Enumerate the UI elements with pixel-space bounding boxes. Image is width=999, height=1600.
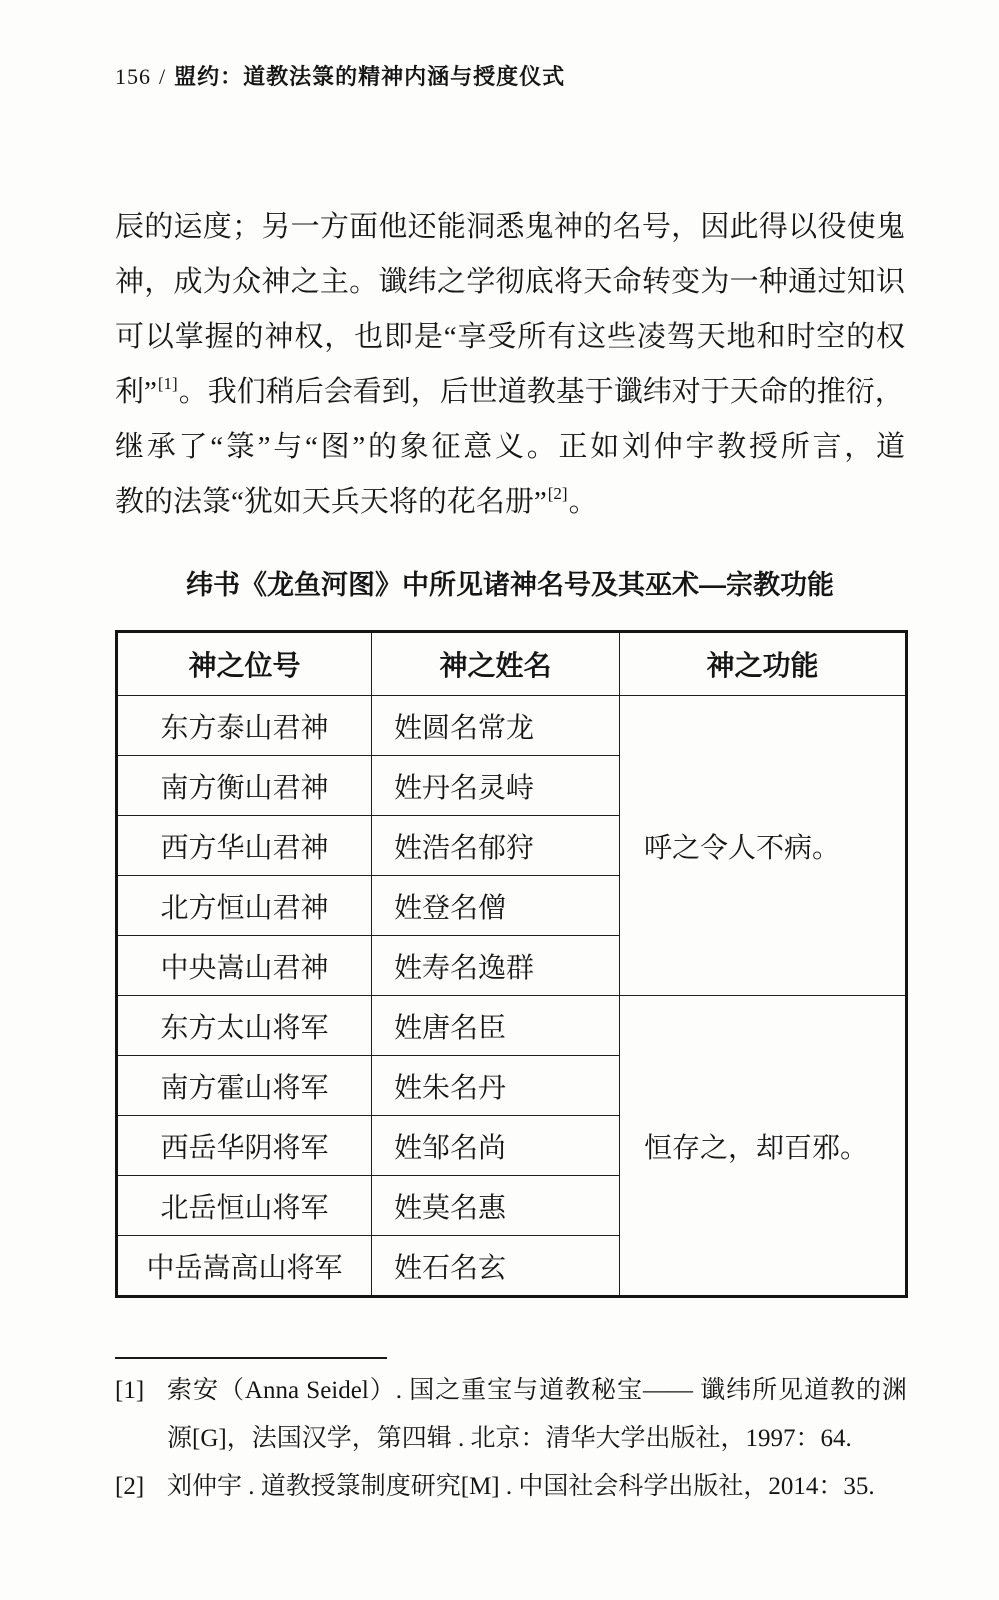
footnote-rule — [115, 1357, 387, 1359]
deity-title-cell: 南方霍山将军 — [117, 1056, 372, 1116]
deity-name-cell: 姓石名玄 — [372, 1236, 620, 1297]
footnote-text: 刘仲宇 . 道教授箓制度研究[M] . 中国社会科学出版社，2014：35. — [167, 1473, 875, 1500]
running-head-separator: / — [159, 64, 167, 89]
deity-name-cell: 姓寿名逸群 — [372, 936, 620, 996]
deity-title-cell: 东方泰山君神 — [117, 696, 372, 756]
deity-name-cell: 姓朱名丹 — [372, 1056, 620, 1116]
footnote-marker: [2] — [115, 1473, 145, 1500]
deity-name-cell: 姓邹名尚 — [372, 1116, 620, 1176]
deity-name-cell: 姓莫名惠 — [372, 1176, 620, 1236]
footnote-item — [115, 1463, 907, 1511]
body-text-segment: 教的法箓“犹如天兵天将的花名册” — [115, 486, 547, 518]
deity-table-body — [117, 696, 907, 1297]
body-paragraph — [115, 200, 905, 530]
body-text-segment: 辰的运度；另一方面他还能洞悉鬼神的名号，因此得以役使鬼 — [115, 211, 905, 243]
deity-title-cell: 中央嵩山君神 — [117, 936, 372, 996]
deity-title-cell: 南方衡山君神 — [117, 756, 372, 816]
footnote-section — [115, 1357, 907, 1511]
table-title: 纬书《龙鱼河图》中所见诸神名号及其巫术—宗教功能 — [186, 570, 834, 600]
footnote-ref: [1] — [157, 374, 178, 393]
book-title: 盟约：道教法箓的精神内涵与授度仪式 — [174, 64, 566, 89]
footnote-text: 索安（Anna Seidel）. 国之重宝与道教秘宝—— 谶纬所见道教的渊源[G]，法国汉学，第四辑 . 北京：清华大学出版社，1997：64. — [167, 1377, 907, 1452]
table-header-row — [117, 632, 907, 696]
body-text-segment: 可以掌握的神权，也即是“享受所有这些凌驾天地和时空的权 — [115, 321, 905, 353]
column-header-name: 神之姓名 — [372, 632, 620, 696]
page-number: 156 — [115, 64, 151, 89]
deity-name-cell: 姓唐名臣 — [372, 996, 620, 1056]
deity-name-cell: 姓登名僧 — [372, 876, 620, 936]
body-text-segment: 。 — [568, 486, 598, 518]
deity-table — [115, 630, 908, 1298]
footnote-ref: [2] — [547, 484, 568, 503]
body-text-segment: 利” — [115, 376, 157, 408]
table-row — [117, 696, 907, 756]
body-text-segment: 神，成为众神之主。谶纬之学彻底将天命转变为一种通过知识 — [115, 266, 905, 298]
deity-title-cell: 北岳恒山将军 — [117, 1176, 372, 1236]
body-line — [115, 365, 905, 420]
deity-name-cell: 姓圆名常龙 — [372, 696, 620, 756]
body-line — [115, 420, 905, 475]
body-text-segment: 继承了“箓”与“图”的象征意义。正如刘仲宇教授所言，道 — [115, 431, 905, 463]
deity-title-cell: 北方恒山君神 — [117, 876, 372, 936]
footnote-marker: [1] — [115, 1377, 145, 1404]
deity-name-cell: 姓丹名灵峙 — [372, 756, 620, 816]
column-header-function: 神之功能 — [620, 632, 907, 696]
body-line — [115, 475, 905, 530]
body-line — [115, 255, 905, 310]
body-line — [115, 310, 905, 365]
deity-title-cell: 西岳华阴将军 — [117, 1116, 372, 1176]
column-header-position: 神之位号 — [117, 632, 372, 696]
deity-function-cell: 呼之令人不病。 — [620, 696, 907, 996]
deity-title-cell: 中岳嵩高山将军 — [117, 1236, 372, 1297]
deity-title-cell: 东方太山将军 — [117, 996, 372, 1056]
body-text-segment: 。我们稍后会看到，后世道教基于谶纬对于天命的推衍， — [178, 376, 904, 408]
deity-function-cell: 恒存之，却百邪。 — [620, 996, 907, 1297]
deity-name-cell: 姓浩名郁狩 — [372, 816, 620, 876]
table-row — [117, 996, 907, 1056]
running-head — [115, 60, 565, 91]
body-line — [115, 200, 905, 255]
deity-title-cell: 西方华山君神 — [117, 816, 372, 876]
footnote-item — [115, 1367, 907, 1463]
